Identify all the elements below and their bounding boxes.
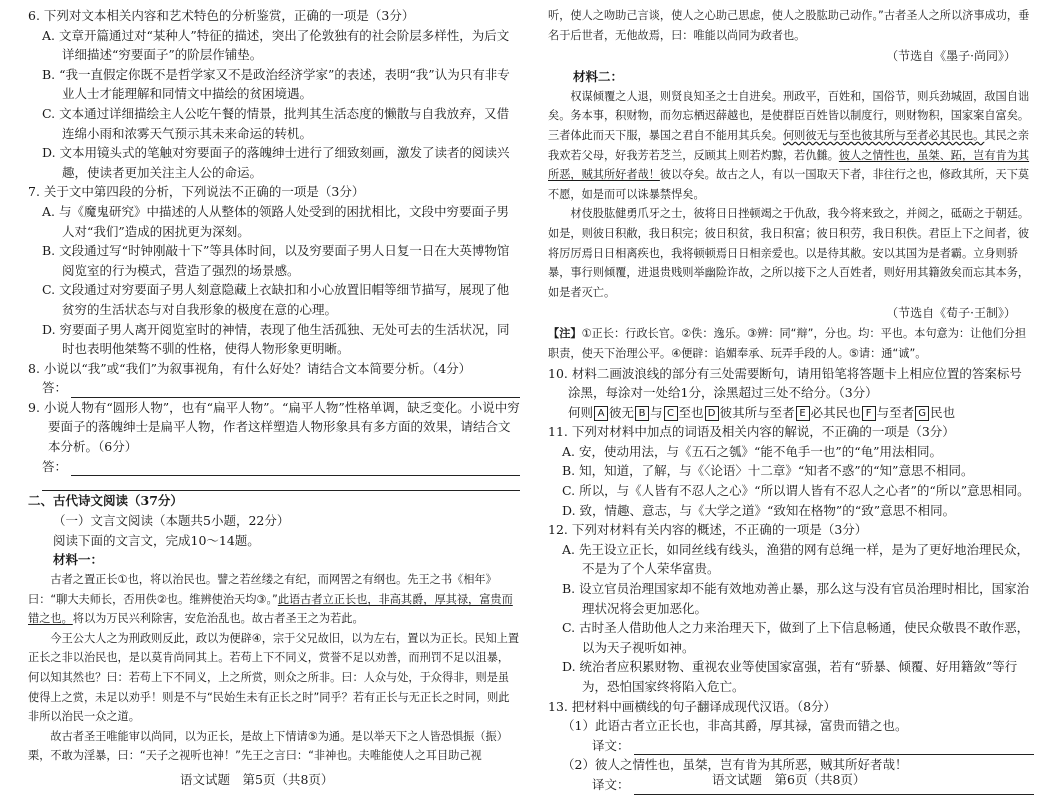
- material-1-title: 材料一：: [53, 552, 104, 568]
- q7-option-b: B. 文段通过写“时钟刚敲十下”等具体时间，以及穷要面子男人日复一日在大英博物馆阅览室的行为模式，营造了强烈的场景感。: [42, 243, 510, 278]
- q13-sentence-2: （2）彼人之情性也，虽桀，岂有肯为其所恶，贼其所好者哉！: [562, 757, 908, 773]
- page-footer-left: 语文试题 第5页（共8页）: [180, 772, 334, 787]
- q10-stem: 10. 材料二画波浪线的部分有三处需要断句，请用铅笔将答题卡上相应位置的答案标号涂黑，每涂对一处给1分，涂黑超过三处不给分。（3分）: [548, 365, 1022, 401]
- subsection-classical: （一）文言文阅读（本题共5小题，22分）: [53, 513, 290, 529]
- note-mark-2: ②: [156, 592, 167, 606]
- q12-option-d: D. 统治者应积累财物、重视农业等使国家富强，若有“骄暴、倾覆、好用籍敛”等行为，恐怕国家终将陷入危亡。: [562, 659, 1018, 694]
- q11-option-a: A. 安，使动用法，与《五石之瓠》“能不龟手一也”的“龟”用法相同。: [562, 443, 943, 459]
- note-mark-3: ③: [256, 592, 267, 606]
- q9-stem: 9. 小说人物有“圆形人物”，也有“扁平人物”。“扁平人物”性格单调，缺乏变化。小说中穷要面子的落魄绅士是扁平人物，作者这样塑造人物形象具有多方面的效果，请结合文本分析。（6分）: [28, 399, 520, 455]
- reading-instruction: 阅读下面的文言文，完成10～14题。: [53, 532, 260, 548]
- q12-stem: 12. 下列对材料有关内容的概述，不正确的一项是（3分）: [548, 522, 868, 538]
- q8-answer-label: 答：: [42, 380, 68, 396]
- q7-option-a: A. 与《魔鬼研究》中描述的人从整体的领路人处受到的困扰相比，文段中穷要面子男人对“我们”造成的困扰更为深刻。: [42, 203, 509, 239]
- q12-option-c: C. 古时圣人借助他人之力来治理天下，做到了上下信息畅通，使民众敬畏不敢作恶，以为天子视听如神。: [562, 620, 1030, 655]
- material-1-paragraph-3-continued: 听，使人之吻助己言谈，使人之心助己思虑，使人之股肱助己动作。”古者圣人之所以济事成功，垂名于后世者，无他故焉，曰：唯能以尚同为政者也。: [548, 9, 1030, 42]
- wavy-underlined-sentence: 何则彼无与至也彼其所与至者必其民也。: [782, 128, 985, 142]
- q9-answer-label: 答：: [42, 458, 68, 474]
- material-1-paragraph-3: 故古者圣王唯能审以尚同，以为正长，是故上下情请⑤为通。是以举天下之人皆恐惧振（振）栗，不敢为淫暴，曰：“天子之视听也神！”先王之言曰：“非神也。夫唯能使人之耳目助己视: [28, 729, 508, 763]
- q10-marker-b[interactable]: B: [635, 406, 649, 421]
- q8-answer-line[interactable]: [28, 378, 520, 398]
- material-2-paragraph-1: 权谋倾覆之人退，则贤良知圣之士自进矣。刑政平，百姓和，国俗节，则兵劲城固，敌国自诎矣。务本事，积财物，而勿忘栖迟薛越也，是使群臣百姓皆以制度行，则财物积，国家案自富矣。三者体此而天下服，暴国之君自不能用其兵矣。何则彼无与至也彼其所与至者必其民也。其民之亲我欢若父母，好我芳若芝兰，反顾其上则若灼黥，若仇雠。彼人之情性也，虽桀、跖，岂有肯为其所恶，贼其所好者哉！彼以夺矣。故古之人，有以一国取天下者，非往行之也，修政其所，天下莫不愿，如是而可以诛暴禁悍矣。: [548, 89, 1030, 201]
- underlined-sentence-1: 此语古者立正长也，非高其爵，厚其禄，富贵而错之也。: [28, 592, 513, 626]
- q7-option-d: D. 穷要面子男人离开阅览室时的神情，表现了他生活孤独、无处可去的生活状况，同时也表明他桀骜不驯的性格，使得人物形象更明晰。: [42, 321, 510, 357]
- q10-marker-g[interactable]: G: [915, 406, 929, 421]
- q6-option-c: C. 文本通过详细描绘主人公吃午餐的情景，批判其生活态度的懒散与自我放弃，又借连绵小雨和浓雾天气预示其未来命运的转机。: [42, 105, 510, 141]
- left-page: [28, 6, 520, 766]
- underlined-sentence-2: 彼人之情性也，虽桀、跖，岂有肯为其所恶，贼其所好者哉！: [548, 148, 1030, 182]
- q12-option-a: A. 先王设立正长，如同丝线有线头，渔猎的网有总绳一样，是为了更好地治理民众，不是为了个人荣华富贵。: [562, 541, 1029, 577]
- q10-marker-e[interactable]: E: [796, 406, 810, 421]
- material-1-paragraph-1: 古者之置正长①也，将以治民也。譬之若丝缕之有纪，而网罟之有纲也。先王之书《相年》曰：“聊大夫师长，否用佚②也。维辨使治天均③。”此语古者立正长也，非高其爵，厚其禄，富贵而错之也。将以为万民兴利除害，安危治乱也。故古者圣王之为若此。: [28, 573, 513, 626]
- q13-translation-label-2: 译文：: [592, 776, 630, 792]
- page-footer-right: 语文试题 第6页（共8页）: [712, 772, 866, 787]
- q6-option-d: D. 文本用镜头式的笔触对穷要面子的落魄绅士进行了细致刻画，激发了读者的阅读兴趣，使读者更加关注主人公的命运。: [42, 145, 510, 180]
- q6-option-b: B. “我一直假定你既不是哲学家又不是政治经济学家”的表述，表明“我”认为只有非专业人士才能理解和同情文中描绘的贫困境遇。: [42, 66, 510, 102]
- q13-translation-rule-1: [634, 740, 1034, 755]
- q6-option-a: A. 文章开篇通过对“某种人”特征的描述，突出了伦敦独有的社会阶层多样性，为后文详细描述“穷要面子”的阶层作铺垫。: [42, 27, 510, 63]
- q7-stem: 7. 关于文中第四段的分析，下列说法不正确的一项是（3分）: [28, 184, 365, 200]
- q10-sentence: 何则 A 彼无 B 与 C 至也 D 彼其所与至者 E 必其民也 F 与至者 G 民也: [568, 404, 956, 420]
- q9-answer-line[interactable]: [28, 457, 520, 477]
- q6-stem: 6. 下列对文本相关内容和艺术特色的分析鉴赏，正确的一项是（3分）: [28, 8, 415, 23]
- q10-marker-f[interactable]: F: [862, 406, 876, 421]
- section-ancient-reading: 二、古代诗文阅读（37分）: [28, 493, 183, 509]
- q9-answer-rule: [71, 461, 520, 476]
- note-mark-1: ①: [117, 573, 128, 587]
- q7-option-c: C. 文段通过对穷要面子男人刻意隐藏上衣缺扣和小心放置旧帽等细节描写，展现了他贫穷的生活状态与对自我形象的极度在意的心理。: [42, 282, 510, 317]
- q9-answer-rule-2: [42, 476, 520, 491]
- q13-translation-1[interactable]: [548, 736, 1034, 756]
- material-2-title: 材料二：: [573, 69, 624, 85]
- q11-stem: 11. 下列对材料中加点的词语及相关内容的解说，不正确的一项是（3分）: [548, 424, 955, 440]
- q11-option-b: B. 知，知道，了解，与《〈论语〉十二章》“知者不惑”的“知”意思不相同。: [562, 463, 974, 479]
- q10-marker-c[interactable]: C: [664, 406, 678, 421]
- material-2-paragraph-2: 材伎股肱健勇爪牙之士，彼将日日挫顿竭之于仇敌，我今将来致之，并阅之，砥砺之于朝廷。如是，则彼日积敝，我日积完；彼日积贫，我日积富；彼日积劳，我日积佚。君臣上下之间者，彼将厉厉焉日日相离疾也，我将顿顿焉日日相亲爱也。以是待其敝。安以其国为是者霸。立身则骄暴，事行则倾覆，进退贵贱则举幽险诈故，之所以接下之人百姓者，则好用其籍敛矣而忘其本务，如是者灭亡。: [548, 207, 1030, 299]
- q10-marker-d[interactable]: D: [705, 406, 719, 421]
- q8-stem: 8. 小说以“我”或“我们”为叙事视角，有什么好处？请结合文本简要分析。（4分）: [28, 360, 472, 376]
- q13-stem: 13. 把材料中画横线的句子翻译成现代汉语。（8分）: [548, 698, 837, 714]
- q11-option-c: C. 所以，与《人皆有不忍人之心》“所以谓人皆有不忍人之心者”的“所以”意思相同。: [562, 483, 1030, 499]
- source-xunzi: （节选自《荀子·王制》）: [886, 306, 1016, 321]
- q8-answer-rule: [71, 383, 520, 398]
- annotation-note: 【注】①正长：行政长官。②佚：逸乐。③辨：同“辩”，分也。均：平也。本句意为：让他们分担职责，使天下治理公平。④便辟：谄媚奉承、玩弄手段的人。⑤请：通“诚”。: [548, 327, 1027, 360]
- q9-answer-line-2[interactable]: [28, 476, 520, 491]
- source-mozi: （节选自《墨子·尚同》）: [886, 49, 1016, 64]
- q13-translation-label-1: 译文：: [592, 737, 630, 753]
- q12-option-b: B. 设立官员治理国家却不能有效地劝善止暴，那么这与没有官员治理时相比，国家治理状况将会更加恶化。: [562, 581, 1030, 616]
- note-label: 【注】: [548, 327, 582, 341]
- material-1-paragraph-2: 今王公大人之为刑政则反此，政以为便辟④，宗于父兄故旧，以为左右，置以为正长。民知上置正长之非以治民也，是以莫肯尚同其上。若苟上下不同义，赏誉不足以劝善，而刑罚不足以沮暴，何以知其然也？曰：若苟上下不同义，上之所赏，则众之所非。曰：人众与处，于众得非，则是虽使得上之赏，未足以劝乎！则是不与“民始生未有正长之时”同乎？若有正长与无正长之时同，则此非所以治民一众之道。: [28, 631, 520, 724]
- q13-sentence-1: （1）此语古者立正长也，非高其爵，厚其禄，富贵而错之也。: [562, 718, 908, 734]
- q10-marker-a[interactable]: A: [594, 406, 608, 421]
- q11-option-d: D. 致，情趣、意志，与《大学之道》“致知在格物”的“致”意思不相同。: [562, 502, 956, 518]
